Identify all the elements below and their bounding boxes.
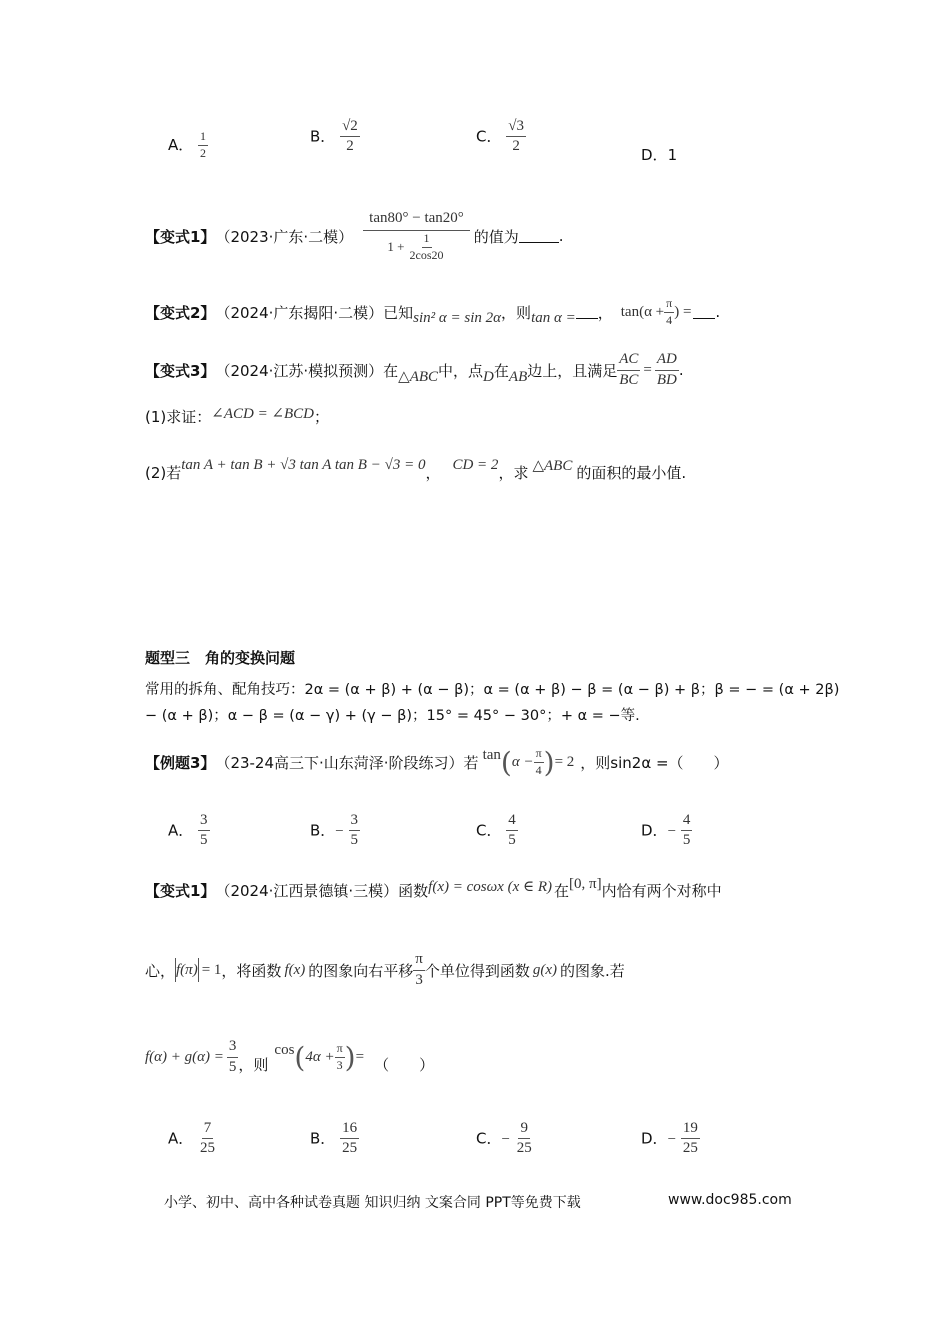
fraction: $\frac{19}{25}$: [682, 1120, 698, 1157]
option-a: [168, 130, 208, 161]
answer-blank: [519, 230, 559, 243]
section-intro-line2: − (α + β)；α − β = (α − γ) + (γ − β)；15° = 45° − 30°；+ α = −等.: [145, 708, 640, 724]
fraction: $\frac{√2}{2}$: [342, 118, 358, 155]
source-label: （2023·广东·二模）: [215, 227, 354, 246]
variant-3-part2: (2)若 tan A + tan B + √3 tan A tan B − √3 = 0 ， CD = 2 ，求 △ABC 的面积的最小值.: [145, 457, 687, 482]
source-label: （23-24高三下·山东菏泽·阶段练习）若: [215, 753, 479, 772]
fraction: $\frac{7}{25}$: [200, 1120, 216, 1157]
option-label: D．: [641, 146, 668, 164]
footer-url[interactable]: www.doc985.com: [668, 1192, 792, 1208]
option-label: C．: [476, 127, 502, 146]
ex3-option-c: C． $\frac{4}{5}$: [476, 812, 516, 849]
variant-3-1-line3: f(α) + g(α) = $\frac{3}{5}$ ，则 cos ( 4α + $\frac{\pi}{3}$ ) = （ ）: [145, 1038, 435, 1075]
option-label: A．: [168, 135, 194, 154]
text: 的值为: [473, 227, 519, 246]
ex3-option-a: A． $\frac{3}{5}$: [168, 812, 208, 849]
answer-blank: [576, 306, 598, 319]
variant-3-1: 【变式1】 （2024·江西景德镇·三模）函数 f(x) = cosωx (x ∈ R) 在 [0, π] 内恰有两个对称中: [145, 875, 722, 900]
variant-tag: 【变式2】: [145, 303, 216, 322]
fraction: $\frac{1}{2}$: [200, 129, 207, 160]
v31-option-d: D．− $\frac{19}{25}$: [641, 1120, 698, 1157]
fraction: $\frac{AD}{BD}$: [656, 351, 677, 388]
condition-expr: tan ( α − $\frac{\pi}{4}$ ) = 2: [482, 745, 575, 779]
v31-option-a: A． $\frac{7}{25}$: [168, 1120, 216, 1157]
fraction: $\frac{3}{5}$: [200, 812, 208, 849]
example-3: 【例题3】 （23-24高三下·山东菏泽·阶段练习）若 tan ( α − $\frac{\pi}{4}$ ) = 2 ，则sin2α =（ ）: [145, 745, 729, 779]
variant-tag: 【变式1】: [145, 227, 216, 246]
condition-expr: sin² α = sin 2α: [413, 309, 502, 326]
fraction: $\frac{4}{5}$: [508, 812, 516, 849]
section-intro-line1: 常用的拆角、配角技巧：2α = (α + β) + (α − β)；α = (α + β) − β = (α − β) + β；β = − = (α + 2β): [145, 682, 840, 698]
variant-3-part1: (1)求证： ∠ACD = ∠BCD ；: [145, 406, 330, 426]
variant-3-1-line2: 心， f(π) = 1 ，将函数 f(x) 的图象向右平移 $\frac{\pi}{3}$ 个单位得到函数 g(x) 的图象.若: [145, 951, 625, 988]
fraction: $\frac{4}{5}$: [682, 812, 691, 849]
example-tag: 【例题3】: [145, 753, 216, 772]
ask-expr: tan α =: [531, 309, 576, 326]
variant-1: 【变式1】 （2023·广东·二模） tan80° − tan20° 1 + $\frac{1}{2\cos 20}$ 的值为 .: [145, 209, 564, 262]
option-b: [310, 118, 360, 156]
v31-option-c: C．− $\frac{9}{25}$: [476, 1120, 532, 1157]
option-label: B．: [310, 127, 336, 146]
option-d: [641, 144, 677, 165]
source-label: （2024·江西景德镇·三模）函数: [215, 881, 429, 900]
ex3-option-b: B．− $\frac{3}{5}$: [310, 812, 359, 849]
fraction: $\frac{16}{25}$: [342, 1120, 358, 1157]
ask-expr-2: tan(α + $\frac{\pi}{4}$ ) =: [620, 295, 692, 327]
source-label: （2024·广东揭阳·二模）已知: [215, 303, 414, 322]
fraction: $\frac{\pi}{3}$: [415, 951, 423, 988]
option-value: 1: [667, 146, 678, 164]
v31-option-b: B． $\frac{16}{25}$: [310, 1120, 358, 1157]
section-title: 题型三 角的变换问题: [145, 649, 296, 667]
fraction: $\frac{AC}{BC}$: [619, 351, 639, 388]
compound-fraction: tan80° − tan20° 1 + $\frac{1}{2\cos 20}$: [363, 210, 470, 263]
fraction: $\frac{3}{5}$: [350, 812, 359, 849]
footer-text: 小学、初中、高中各种试卷真题 知识归纳 文案合同 PPT等免费下载: [164, 1195, 581, 1211]
variant-3: 【变式3】 （2024·江苏·模拟预测）在 △ABC 中，点 D 在 AB 边上，且满足 $\frac{AC}{BC}$ = $\frac{AD}{BD}$ .: [145, 351, 684, 388]
fraction: $\frac{3}{5}$: [228, 1038, 237, 1075]
ask-expr: cos ( 4α + $\frac{\pi}{3}$ ) =: [274, 1040, 365, 1074]
variant-tag: 【变式3】: [145, 361, 216, 380]
ex3-option-d: D．− $\frac{4}{5}$: [641, 812, 691, 849]
source-label: （2024·江苏·模拟预测）在: [215, 361, 399, 380]
fraction: $\frac{9}{25}$: [516, 1120, 532, 1157]
option-c: [476, 118, 526, 156]
variant-tag: 【变式1】: [145, 881, 216, 900]
variant-2: 【变式2】 （2024·广东揭阳·二模）已知 sin² α = sin 2α ，则 tan α = ， tan(α + $\frac{\pi}{4}$ ) = .: [145, 295, 721, 327]
answer-blank: [693, 306, 715, 319]
fraction: $\frac{√3}{2}$: [508, 118, 524, 155]
